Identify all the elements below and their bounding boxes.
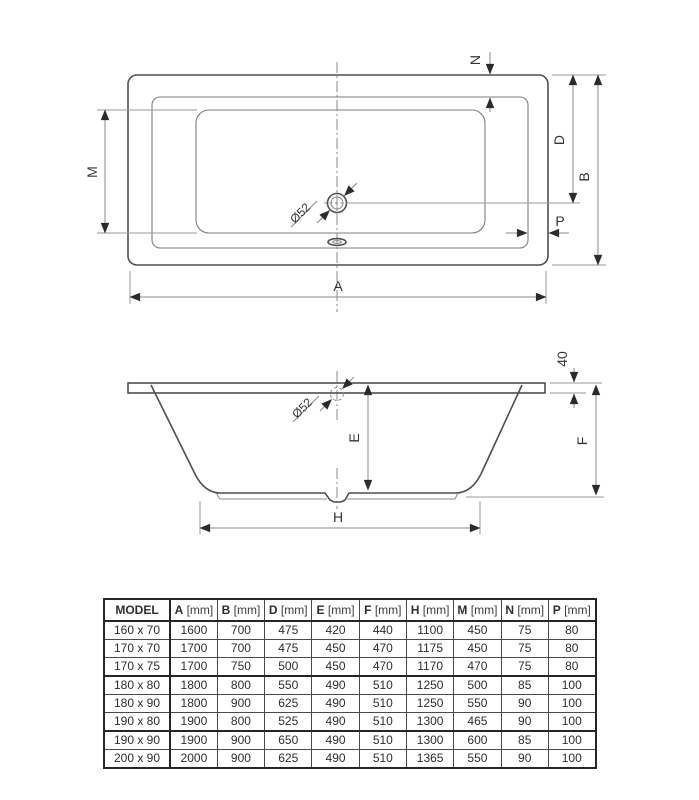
value-cell-p: 80 [548, 658, 595, 677]
dimension-d [348, 75, 606, 203]
value-cell-f: 510 [359, 695, 406, 713]
value-cell-h: 1175 [406, 640, 453, 658]
value-cell-n: 90 [501, 750, 548, 769]
value-cell-f: 470 [359, 640, 406, 658]
model-cell: 180 x 90 [104, 695, 170, 713]
value-cell-m: 550 [454, 750, 501, 769]
tub-rim-inner-edge [152, 97, 528, 248]
value-cell-a: 1700 [170, 640, 217, 658]
table-row-180x80 [104, 676, 596, 695]
value-cell-a: 2000 [170, 750, 217, 769]
value-cell-p: 80 [548, 621, 595, 640]
table-row-170x75 [104, 658, 596, 677]
model-cell: 200 x 90 [104, 750, 170, 769]
value-cell-m: 470 [454, 658, 501, 677]
dimension-n-label: N [467, 54, 483, 66]
value-cell-f: 510 [359, 750, 406, 769]
value-cell-p: 100 [548, 695, 595, 713]
column-header-b: B [mm] [217, 599, 264, 621]
value-cell-b: 900 [217, 731, 264, 750]
value-cell-p: 80 [548, 640, 595, 658]
value-cell-e: 420 [312, 621, 359, 640]
table-row-190x90 [104, 731, 596, 750]
value-cell-d: 625 [265, 750, 312, 769]
value-cell-f: 470 [359, 658, 406, 677]
value-cell-m: 450 [454, 621, 501, 640]
value-cell-e: 490 [312, 676, 359, 695]
value-cell-e: 450 [312, 640, 359, 658]
value-cell-e: 450 [312, 658, 359, 677]
value-cell-e: 490 [312, 750, 359, 769]
dimension-n [467, 52, 490, 112]
value-cell-n: 75 [501, 640, 548, 658]
value-cell-a: 1600 [170, 621, 217, 640]
value-cell-p: 100 [548, 713, 595, 732]
value-cell-n: 75 [501, 658, 548, 677]
value-cell-b: 800 [217, 676, 264, 695]
model-cell: 180 x 80 [104, 676, 170, 695]
table-row-160x70 [104, 621, 596, 640]
left-wall [151, 385, 219, 493]
column-header-d: D [mm] [265, 599, 312, 621]
dimension-rim-thickness [550, 351, 602, 408]
value-cell-m: 550 [454, 695, 501, 713]
value-cell-b: 800 [217, 713, 264, 732]
value-cell-d: 550 [265, 676, 312, 695]
value-cell-d: 525 [265, 713, 312, 732]
table-body [104, 621, 596, 768]
dimension-table [103, 598, 597, 769]
rim-thickness-label: 40 [554, 351, 570, 367]
column-header-m: M [mm] [454, 599, 501, 621]
dimension-f-label: F [574, 436, 590, 446]
table-row-200x90 [104, 750, 596, 769]
value-cell-h: 1365 [406, 750, 453, 769]
value-cell-f: 510 [359, 731, 406, 750]
value-cell-m: 500 [454, 676, 501, 695]
value-cell-d: 625 [265, 695, 312, 713]
value-cell-e: 490 [312, 713, 359, 732]
dimension-p [506, 213, 569, 233]
column-header-f: F [mm] [359, 599, 406, 621]
value-cell-n: 85 [501, 676, 548, 695]
table-row-190x80 [104, 713, 596, 732]
side-drain-diameter-label: Ø52 [289, 395, 316, 422]
model-cell: 170 x 70 [104, 640, 170, 658]
dimension-f [466, 385, 604, 497]
value-cell-n: 90 [501, 713, 548, 732]
dimension-m-label: M [84, 166, 100, 178]
value-cell-a: 1800 [170, 695, 217, 713]
value-cell-b: 700 [217, 640, 264, 658]
dimension-b-label: B [576, 172, 592, 182]
value-cell-f: 510 [359, 713, 406, 732]
side-view [128, 351, 604, 534]
model-cell: 190 x 90 [104, 731, 170, 750]
table-row-180x90 [104, 695, 596, 713]
value-cell-h: 1250 [406, 676, 453, 695]
model-cell: 170 x 75 [104, 658, 170, 677]
value-cell-n: 85 [501, 731, 548, 750]
model-cell: 160 x 70 [104, 621, 170, 640]
value-cell-p: 100 [548, 676, 595, 695]
value-cell-p: 100 [548, 731, 595, 750]
dimension-b [552, 75, 606, 265]
column-header-n: N [mm] [501, 599, 548, 621]
value-cell-h: 1170 [406, 658, 453, 677]
value-cell-a: 1900 [170, 731, 217, 750]
table-header-row [104, 599, 596, 621]
column-header-model: MODEL [104, 599, 170, 621]
column-header-p: P [mm] [548, 599, 595, 621]
value-cell-h: 1100 [406, 621, 453, 640]
dimension-p-label: P [555, 213, 565, 229]
value-cell-n: 90 [501, 695, 548, 713]
right-wall [457, 385, 522, 493]
dimension-a-label: A [333, 278, 343, 294]
dimension-a [130, 271, 546, 304]
drain-diameter-label: Ø52 [287, 200, 314, 227]
value-cell-a: 1900 [170, 713, 217, 732]
value-cell-m: 465 [454, 713, 501, 732]
dimension-e [346, 385, 368, 490]
value-cell-m: 450 [454, 640, 501, 658]
dimension-table-container [103, 598, 597, 769]
value-cell-h: 1300 [406, 731, 453, 750]
model-cell: 190 x 80 [104, 713, 170, 732]
top-view [84, 52, 606, 312]
dimension-h [200, 501, 480, 534]
dimension-e-label: E [346, 433, 362, 443]
value-cell-b: 700 [217, 621, 264, 640]
value-cell-m: 600 [454, 731, 501, 750]
value-cell-n: 75 [501, 621, 548, 640]
tub-floor-edge [196, 110, 485, 233]
value-cell-d: 475 [265, 621, 312, 640]
dimension-d-label: D [551, 134, 567, 146]
value-cell-d: 500 [265, 658, 312, 677]
value-cell-f: 510 [359, 676, 406, 695]
value-cell-d: 650 [265, 731, 312, 750]
value-cell-a: 1800 [170, 676, 217, 695]
value-cell-e: 490 [312, 731, 359, 750]
dimension-m [84, 110, 197, 233]
column-header-e: E [mm] [312, 599, 359, 621]
value-cell-e: 490 [312, 695, 359, 713]
table-row-170x70 [104, 640, 596, 658]
value-cell-b: 900 [217, 750, 264, 769]
value-cell-b: 900 [217, 695, 264, 713]
value-cell-b: 750 [217, 658, 264, 677]
column-header-a: A [mm] [170, 599, 217, 621]
value-cell-f: 440 [359, 621, 406, 640]
value-cell-d: 475 [265, 640, 312, 658]
value-cell-h: 1300 [406, 713, 453, 732]
value-cell-p: 100 [548, 750, 595, 769]
column-header-h: H [mm] [406, 599, 453, 621]
value-cell-h: 1250 [406, 695, 453, 713]
dimension-h-label: H [332, 509, 344, 525]
value-cell-a: 1700 [170, 658, 217, 677]
